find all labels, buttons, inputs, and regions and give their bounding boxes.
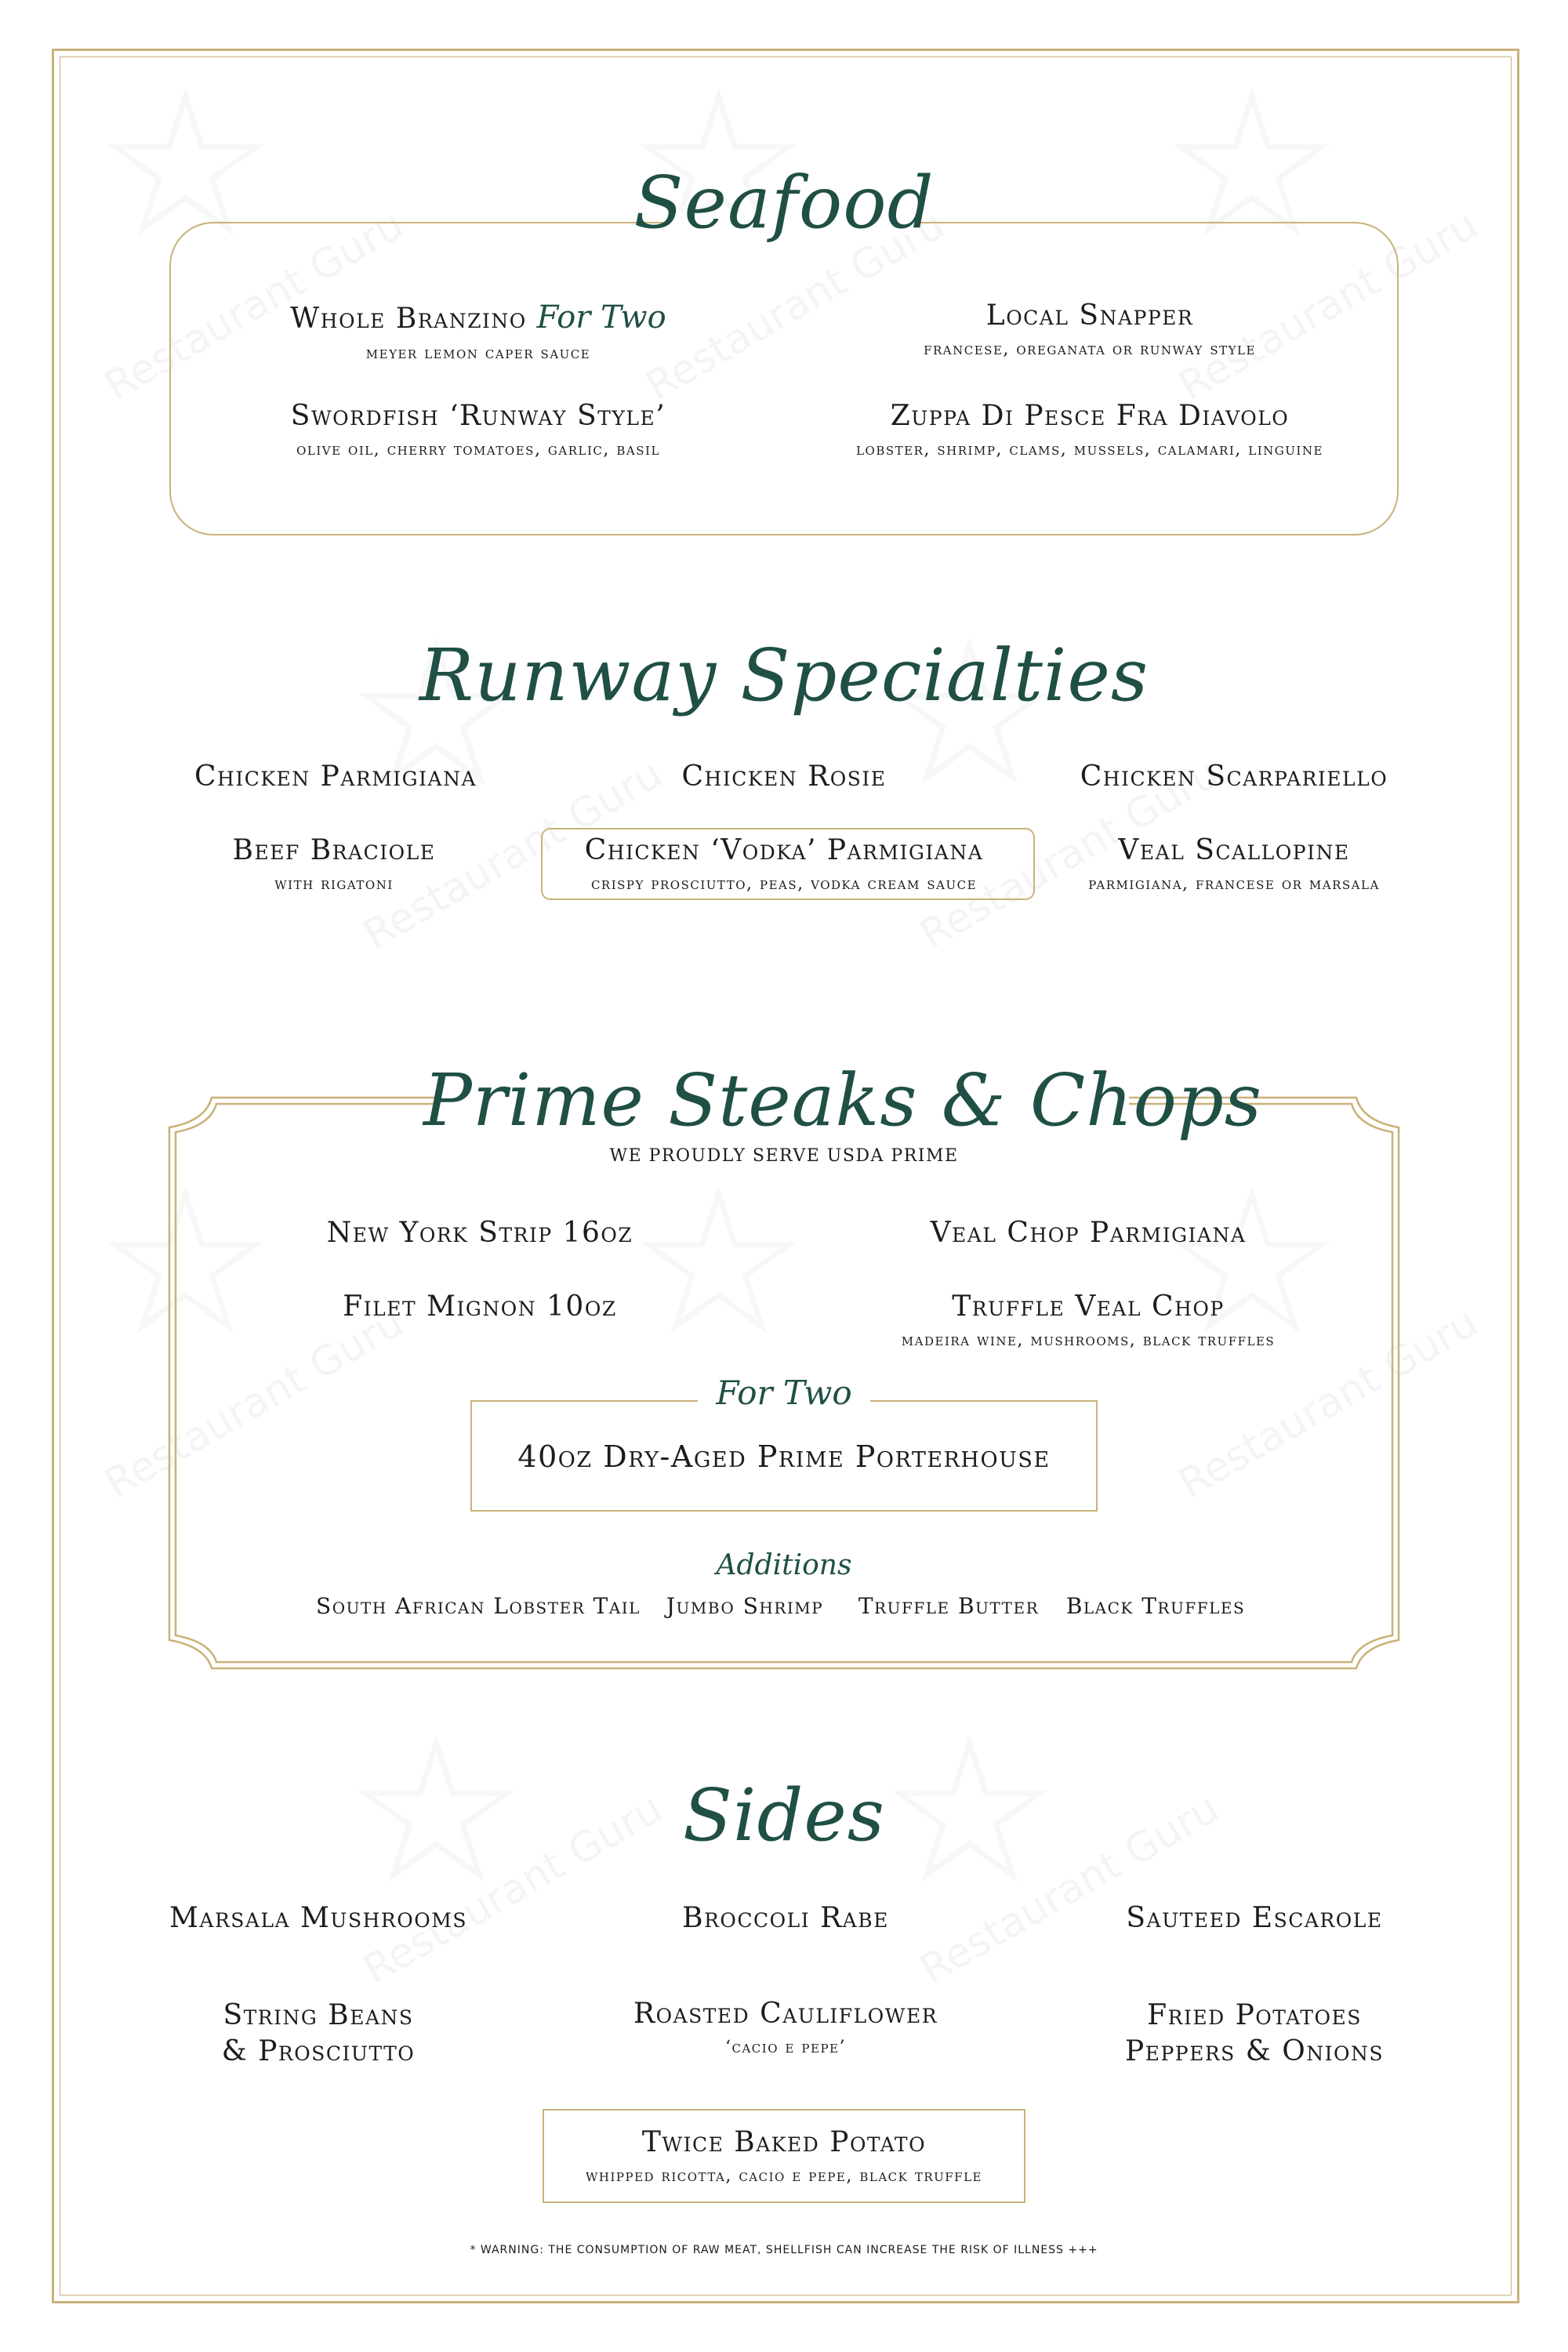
additions-label: Additions bbox=[716, 1549, 852, 1581]
item-name: Swordfish ‘Runway Style’ bbox=[290, 400, 666, 432]
item-name: Veal Chop Parmigiana bbox=[930, 1217, 1247, 1249]
menu-item bbox=[245, 1217, 715, 1249]
item-name: Local Snapper bbox=[985, 299, 1194, 332]
addition-item: Black Truffles bbox=[1065, 1593, 1246, 1619]
menu-item bbox=[550, 1998, 1021, 2057]
menu-item bbox=[853, 1217, 1323, 1249]
menu-item bbox=[1019, 1902, 1490, 1934]
menu-item bbox=[853, 1290, 1323, 1350]
item-name: String Beans bbox=[223, 1999, 414, 2031]
steaks-subtitle: WE PROUDLY SERVE USDA PRIME bbox=[609, 1146, 959, 1166]
menu-item-featured bbox=[543, 2126, 1025, 2186]
steaks-title: Prime Steaks & Chops bbox=[423, 1058, 1263, 1142]
item-name: Truffle Veal Chop bbox=[952, 1290, 1225, 1323]
item-name: Fried Potatoes bbox=[1147, 1999, 1362, 2031]
item-name: Chicken Scarpariello bbox=[1080, 760, 1388, 793]
specialties-title: Runway Specialties bbox=[419, 633, 1149, 717]
addition-item: Jumbo Shrimp bbox=[666, 1593, 824, 1619]
item-name: Whole Branzino bbox=[290, 303, 527, 335]
item-extra: For Two bbox=[536, 299, 666, 336]
addition-item: Truffle Butter bbox=[858, 1593, 1040, 1619]
menu-item bbox=[83, 1902, 554, 1934]
item-desc: whipped ricotta, cacio e pepe, black truffle bbox=[585, 2166, 983, 2186]
item-name: Chicken Parmigiana bbox=[194, 760, 477, 793]
item-desc: lobster, shrimp, clams, mussels, calamari, linguine bbox=[856, 440, 1323, 459]
item-desc: crispy prosciutto, peas, vodka cream sauce bbox=[590, 874, 978, 894]
item-name: & Prosciutto bbox=[221, 2035, 416, 2067]
item-desc: francese, oreganata or runway style bbox=[924, 339, 1256, 359]
sides-title: Sides bbox=[683, 1773, 885, 1857]
item-name: Broccoli Rabe bbox=[682, 1902, 889, 1934]
item-desc: meyer lemon caper sauce bbox=[365, 343, 591, 363]
item-name: Chicken Rosie bbox=[681, 760, 887, 793]
item-name: Filet Mignon 10oz bbox=[343, 1290, 617, 1323]
menu-item bbox=[1019, 1998, 1490, 2070]
item-name: Sauteed Escarole bbox=[1126, 1902, 1383, 1934]
item-name: Zuppa Di Pesce Fra Diavolo bbox=[890, 400, 1290, 432]
menu-item bbox=[83, 1998, 554, 2070]
item-name: Roasted Cauliflower bbox=[633, 1998, 938, 2030]
footer-warning: * WARNING: THE CONSUMPTION OF RAW MEAT, SHELLFISH CAN INCREASE THE RISK OF ILLNESS +++ bbox=[470, 2244, 1098, 2256]
item-desc: olive oil, cherry tomatoes, garlic, basil bbox=[296, 440, 660, 459]
item-desc: ‘cacio e pepe’ bbox=[724, 2038, 847, 2057]
menu-item bbox=[245, 1290, 715, 1323]
item-desc: madeira wine, mushrooms, black truffles bbox=[901, 1330, 1276, 1350]
item-name: Veal Scallopine bbox=[1118, 834, 1350, 866]
item-name: Marsala Mushrooms bbox=[169, 1902, 467, 1934]
item-name: Beef Braciole bbox=[232, 834, 436, 866]
item-name: Peppers & Onions bbox=[1124, 2035, 1384, 2067]
item-name: Twice Baked Potato bbox=[641, 2126, 927, 2158]
item-desc: parmigiana, francese or marsala bbox=[1088, 874, 1380, 894]
item-name: 40oz Dry-Aged Prime Porterhouse bbox=[517, 1439, 1051, 1474]
menu-item-porterhouse bbox=[470, 1439, 1098, 1474]
item-name: New York Strip 16oz bbox=[326, 1217, 633, 1249]
seafood-title: Seafood bbox=[633, 161, 935, 245]
addition-item: South African Lobster Tail bbox=[316, 1593, 641, 1619]
menu-item bbox=[550, 1902, 1021, 1934]
for-two-label: For Two bbox=[716, 1374, 852, 1412]
item-name: Chicken ‘Vodka’ Parmigiana bbox=[584, 834, 984, 866]
item-desc: with rigatoni bbox=[274, 874, 394, 894]
